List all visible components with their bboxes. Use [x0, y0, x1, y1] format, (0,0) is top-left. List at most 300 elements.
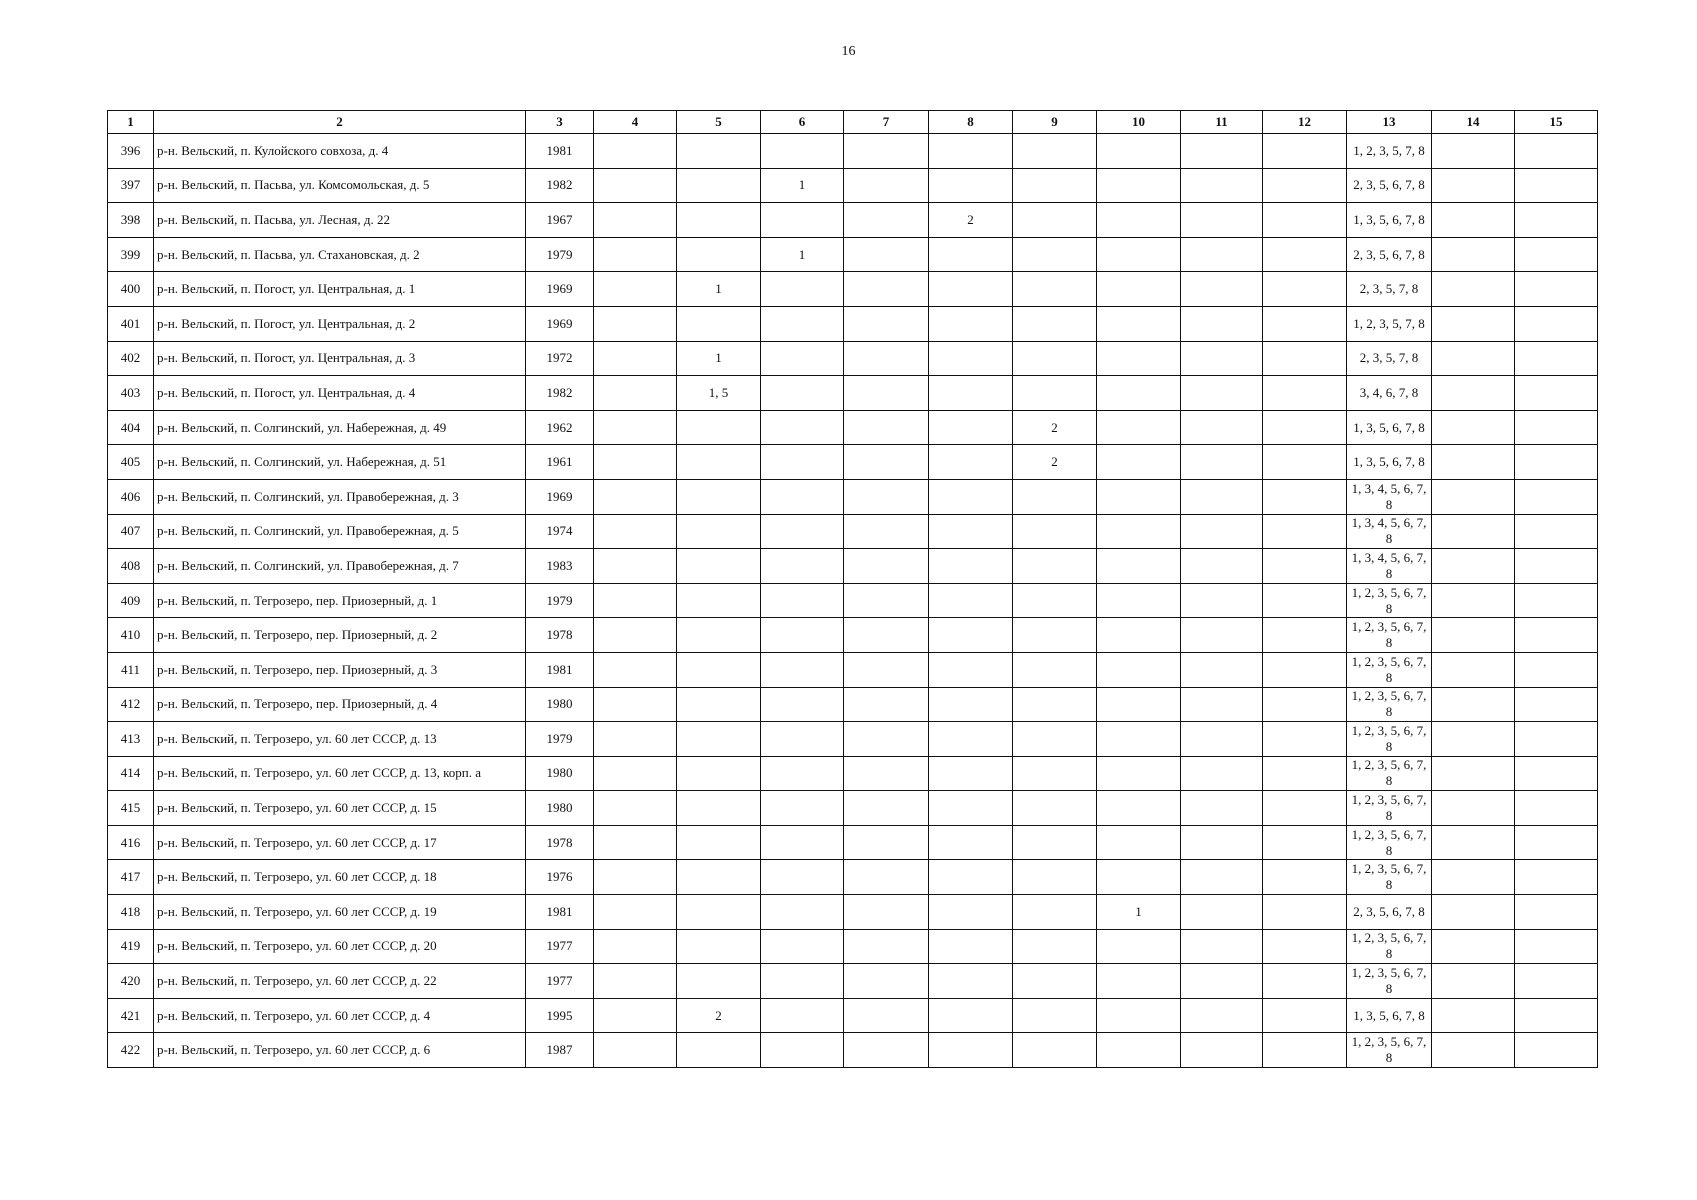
column-header-10: 10	[1097, 111, 1181, 134]
address-cell: р-н. Вельский, п. Тегрозеро, ул. 60 лет СССР, д. 18	[154, 860, 526, 895]
col-9-cell: 2	[1013, 445, 1097, 480]
table-row	[108, 687, 1598, 722]
col-12-cell	[1263, 756, 1347, 791]
col-4-cell	[594, 203, 677, 238]
col-12-cell	[1263, 998, 1347, 1033]
col-14-cell	[1432, 860, 1515, 895]
col-14-cell	[1432, 929, 1515, 964]
col-13-cell: 1, 3, 5, 6, 7, 8	[1347, 203, 1432, 238]
row-number-cell: 404	[108, 410, 154, 445]
col-14-cell	[1432, 479, 1515, 514]
col-6-cell	[761, 1033, 844, 1068]
col-12-cell	[1263, 895, 1347, 930]
col-10-cell	[1097, 549, 1181, 584]
col-13-cell: 1, 2, 3, 5, 6, 7, 8	[1347, 1033, 1432, 1068]
row-number-cell: 405	[108, 445, 154, 480]
col-10-cell	[1097, 445, 1181, 480]
col-7-cell	[844, 687, 929, 722]
col-8-cell	[929, 341, 1013, 376]
col-13-cell: 1, 2, 3, 5, 7, 8	[1347, 306, 1432, 341]
col-7-cell	[844, 791, 929, 826]
col-11-cell	[1181, 237, 1263, 272]
col-8-cell	[929, 514, 1013, 549]
col-11-cell	[1181, 791, 1263, 826]
col-5-cell	[677, 722, 761, 757]
address-cell: р-н. Вельский, п. Пасьва, ул. Лесная, д. 22	[154, 203, 526, 238]
col-8-cell	[929, 410, 1013, 445]
col-11-cell	[1181, 618, 1263, 653]
address-cell: р-н. Вельский, п. Тегрозеро, пер. Приозерный, д. 1	[154, 583, 526, 618]
col-12-cell	[1263, 514, 1347, 549]
col-11-cell	[1181, 583, 1263, 618]
col-11-cell	[1181, 998, 1263, 1033]
table-row	[108, 549, 1598, 584]
col-4-cell	[594, 652, 677, 687]
table-row	[108, 203, 1598, 238]
page-number: 16	[841, 44, 856, 59]
col-14-cell	[1432, 583, 1515, 618]
col-9-cell	[1013, 306, 1097, 341]
col-13-cell: 1, 2, 3, 5, 6, 7, 8	[1347, 964, 1432, 999]
col-11-cell	[1181, 687, 1263, 722]
col-13-cell: 1, 3, 5, 6, 7, 8	[1347, 410, 1432, 445]
col-8-cell	[929, 998, 1013, 1033]
col-15-cell	[1515, 860, 1598, 895]
col-14-cell	[1432, 445, 1515, 480]
col-4-cell	[594, 1033, 677, 1068]
row-number-cell: 421	[108, 998, 154, 1033]
col-4-cell	[594, 479, 677, 514]
address-cell: р-н. Вельский, п. Тегрозеро, ул. 60 лет СССР, д. 13	[154, 722, 526, 757]
year-cell: 1979	[526, 237, 594, 272]
col-15-cell	[1515, 306, 1598, 341]
column-header-6: 6	[761, 111, 844, 134]
col-13-cell: 1, 3, 4, 5, 6, 7, 8	[1347, 479, 1432, 514]
row-number-cell: 406	[108, 479, 154, 514]
col-12-cell	[1263, 272, 1347, 307]
col-10-cell	[1097, 929, 1181, 964]
col-5-cell: 1	[677, 272, 761, 307]
column-header-11: 11	[1181, 111, 1263, 134]
col-12-cell	[1263, 134, 1347, 169]
col-11-cell	[1181, 895, 1263, 930]
col-15-cell	[1515, 445, 1598, 480]
col-9-cell	[1013, 203, 1097, 238]
col-7-cell	[844, 134, 929, 169]
year-cell: 1967	[526, 203, 594, 238]
year-cell: 1961	[526, 445, 594, 480]
col-12-cell	[1263, 237, 1347, 272]
col-8-cell	[929, 272, 1013, 307]
address-cell: р-н. Вельский, п. Тегрозеро, пер. Приозерный, д. 4	[154, 687, 526, 722]
col-15-cell	[1515, 756, 1598, 791]
col-11-cell	[1181, 134, 1263, 169]
col-9-cell: 2	[1013, 410, 1097, 445]
col-11-cell	[1181, 306, 1263, 341]
row-number-cell: 408	[108, 549, 154, 584]
col-6-cell	[761, 998, 844, 1033]
col-10-cell	[1097, 756, 1181, 791]
year-cell: 1981	[526, 895, 594, 930]
col-12-cell	[1263, 929, 1347, 964]
col-13-cell: 3, 4, 6, 7, 8	[1347, 376, 1432, 411]
col-4-cell	[594, 168, 677, 203]
col-10-cell	[1097, 306, 1181, 341]
address-cell: р-н. Вельский, п. Тегрозеро, ул. 60 лет СССР, д. 4	[154, 998, 526, 1033]
row-number-cell: 399	[108, 237, 154, 272]
col-10-cell: 1	[1097, 895, 1181, 930]
col-6-cell	[761, 341, 844, 376]
col-12-cell	[1263, 825, 1347, 860]
address-cell: р-н. Вельский, п. Погост, ул. Центральная, д. 2	[154, 306, 526, 341]
year-cell: 1983	[526, 549, 594, 584]
col-15-cell	[1515, 237, 1598, 272]
col-4-cell	[594, 964, 677, 999]
col-5-cell	[677, 964, 761, 999]
address-cell: р-н. Вельский, п. Погост, ул. Центральная, д. 1	[154, 272, 526, 307]
col-14-cell	[1432, 134, 1515, 169]
col-14-cell	[1432, 791, 1515, 826]
year-cell: 1979	[526, 583, 594, 618]
col-11-cell	[1181, 964, 1263, 999]
table-row	[108, 825, 1598, 860]
col-11-cell	[1181, 203, 1263, 238]
row-number-cell: 413	[108, 722, 154, 757]
col-5-cell	[677, 756, 761, 791]
col-15-cell	[1515, 134, 1598, 169]
col-9-cell	[1013, 376, 1097, 411]
col-12-cell	[1263, 964, 1347, 999]
col-7-cell	[844, 168, 929, 203]
col-6-cell	[761, 722, 844, 757]
col-7-cell	[844, 272, 929, 307]
col-7-cell	[844, 998, 929, 1033]
col-14-cell	[1432, 341, 1515, 376]
col-8-cell	[929, 860, 1013, 895]
col-9-cell	[1013, 825, 1097, 860]
col-9-cell	[1013, 860, 1097, 895]
col-13-cell: 1, 2, 3, 5, 6, 7, 8	[1347, 929, 1432, 964]
col-10-cell	[1097, 1033, 1181, 1068]
table-row	[108, 376, 1598, 411]
address-cell: р-н. Вельский, п. Пасьва, ул. Стахановская, д. 2	[154, 237, 526, 272]
year-cell: 1969	[526, 306, 594, 341]
column-header-15: 15	[1515, 111, 1598, 134]
col-9-cell	[1013, 652, 1097, 687]
col-15-cell	[1515, 376, 1598, 411]
col-13-cell: 2, 3, 5, 7, 8	[1347, 272, 1432, 307]
col-10-cell	[1097, 791, 1181, 826]
address-cell: р-н. Вельский, п. Пасьва, ул. Комсомольская, д. 5	[154, 168, 526, 203]
col-12-cell	[1263, 376, 1347, 411]
table-row	[108, 341, 1598, 376]
col-11-cell	[1181, 860, 1263, 895]
address-cell: р-н. Вельский, п. Тегрозеро, ул. 60 лет СССР, д. 17	[154, 825, 526, 860]
col-14-cell	[1432, 964, 1515, 999]
row-number-cell: 410	[108, 618, 154, 653]
address-cell: р-н. Вельский, п. Тегрозеро, ул. 60 лет СССР, д. 15	[154, 791, 526, 826]
col-10-cell	[1097, 860, 1181, 895]
col-9-cell	[1013, 134, 1097, 169]
col-7-cell	[844, 549, 929, 584]
table-row	[108, 618, 1598, 653]
col-6-cell	[761, 306, 844, 341]
col-8-cell	[929, 479, 1013, 514]
col-15-cell	[1515, 1033, 1598, 1068]
col-11-cell	[1181, 514, 1263, 549]
col-5-cell: 1, 5	[677, 376, 761, 411]
col-10-cell	[1097, 722, 1181, 757]
col-6-cell	[761, 479, 844, 514]
col-4-cell	[594, 687, 677, 722]
col-13-cell: 1, 2, 3, 5, 6, 7, 8	[1347, 618, 1432, 653]
col-10-cell	[1097, 583, 1181, 618]
col-10-cell	[1097, 134, 1181, 169]
col-14-cell	[1432, 722, 1515, 757]
col-6-cell	[761, 791, 844, 826]
column-header-8: 8	[929, 111, 1013, 134]
col-9-cell	[1013, 756, 1097, 791]
table-row	[108, 998, 1598, 1033]
address-cell: р-н. Вельский, п. Тегрозеро, пер. Приозерный, д. 2	[154, 618, 526, 653]
col-14-cell	[1432, 1033, 1515, 1068]
col-8-cell	[929, 652, 1013, 687]
address-cell: р-н. Вельский, п. Солгинский, ул. Правобережная, д. 5	[154, 514, 526, 549]
register-table	[107, 110, 1598, 1068]
address-cell: р-н. Вельский, п. Тегрозеро, пер. Приозерный, д. 3	[154, 652, 526, 687]
col-12-cell	[1263, 618, 1347, 653]
column-header-9: 9	[1013, 111, 1097, 134]
col-15-cell	[1515, 929, 1598, 964]
year-cell: 1972	[526, 341, 594, 376]
col-9-cell	[1013, 895, 1097, 930]
year-cell: 1977	[526, 964, 594, 999]
col-9-cell	[1013, 583, 1097, 618]
col-13-cell: 1, 2, 3, 5, 6, 7, 8	[1347, 652, 1432, 687]
col-6-cell	[761, 549, 844, 584]
col-8-cell	[929, 237, 1013, 272]
col-6-cell	[761, 272, 844, 307]
col-12-cell	[1263, 687, 1347, 722]
col-8-cell	[929, 583, 1013, 618]
col-13-cell: 1, 2, 3, 5, 6, 7, 8	[1347, 756, 1432, 791]
row-number-cell: 411	[108, 652, 154, 687]
col-6-cell	[761, 652, 844, 687]
col-10-cell	[1097, 479, 1181, 514]
address-cell: р-н. Вельский, п. Тегрозеро, ул. 60 лет СССР, д. 19	[154, 895, 526, 930]
col-14-cell	[1432, 203, 1515, 238]
table-row	[108, 860, 1598, 895]
col-14-cell	[1432, 618, 1515, 653]
col-6-cell	[761, 929, 844, 964]
year-cell: 1980	[526, 687, 594, 722]
row-number-cell: 409	[108, 583, 154, 618]
col-15-cell	[1515, 895, 1598, 930]
column-header-3: 3	[526, 111, 594, 134]
year-cell: 1979	[526, 722, 594, 757]
col-8-cell	[929, 134, 1013, 169]
col-8-cell	[929, 549, 1013, 584]
col-11-cell	[1181, 652, 1263, 687]
col-14-cell	[1432, 549, 1515, 584]
col-4-cell	[594, 445, 677, 480]
col-11-cell	[1181, 549, 1263, 584]
table-row	[108, 410, 1598, 445]
col-7-cell	[844, 237, 929, 272]
col-7-cell	[844, 341, 929, 376]
col-4-cell	[594, 895, 677, 930]
col-5-cell	[677, 514, 761, 549]
col-6-cell: 1	[761, 168, 844, 203]
col-5-cell	[677, 203, 761, 238]
col-6-cell	[761, 203, 844, 238]
col-6-cell	[761, 410, 844, 445]
col-7-cell	[844, 929, 929, 964]
table-row	[108, 272, 1598, 307]
col-4-cell	[594, 237, 677, 272]
col-15-cell	[1515, 618, 1598, 653]
col-9-cell	[1013, 168, 1097, 203]
col-5-cell	[677, 306, 761, 341]
col-4-cell	[594, 860, 677, 895]
col-12-cell	[1263, 445, 1347, 480]
col-10-cell	[1097, 618, 1181, 653]
col-7-cell	[844, 583, 929, 618]
table-row	[108, 1033, 1598, 1068]
table-row	[108, 445, 1598, 480]
col-11-cell	[1181, 479, 1263, 514]
column-header-4: 4	[594, 111, 677, 134]
col-13-cell: 2, 3, 5, 6, 7, 8	[1347, 895, 1432, 930]
col-9-cell	[1013, 929, 1097, 964]
col-15-cell	[1515, 722, 1598, 757]
col-13-cell: 1, 3, 5, 6, 7, 8	[1347, 445, 1432, 480]
col-8-cell	[929, 687, 1013, 722]
col-11-cell	[1181, 410, 1263, 445]
year-cell: 1976	[526, 860, 594, 895]
col-6-cell	[761, 376, 844, 411]
col-11-cell	[1181, 445, 1263, 480]
col-14-cell	[1432, 514, 1515, 549]
row-number-cell: 419	[108, 929, 154, 964]
col-9-cell	[1013, 514, 1097, 549]
col-12-cell	[1263, 168, 1347, 203]
col-10-cell	[1097, 376, 1181, 411]
col-12-cell	[1263, 652, 1347, 687]
col-15-cell	[1515, 341, 1598, 376]
year-cell: 1982	[526, 376, 594, 411]
col-13-cell: 1, 3, 4, 5, 6, 7, 8	[1347, 514, 1432, 549]
col-10-cell	[1097, 687, 1181, 722]
col-12-cell	[1263, 341, 1347, 376]
col-11-cell	[1181, 168, 1263, 203]
col-8-cell	[929, 929, 1013, 964]
col-12-cell	[1263, 860, 1347, 895]
row-number-cell: 401	[108, 306, 154, 341]
col-12-cell	[1263, 203, 1347, 238]
address-cell: р-н. Вельский, п. Погост, ул. Центральная, д. 3	[154, 341, 526, 376]
col-11-cell	[1181, 756, 1263, 791]
col-15-cell	[1515, 479, 1598, 514]
column-header-7: 7	[844, 111, 929, 134]
col-14-cell	[1432, 237, 1515, 272]
col-10-cell	[1097, 964, 1181, 999]
col-5-cell	[677, 825, 761, 860]
col-12-cell	[1263, 791, 1347, 826]
col-7-cell	[844, 825, 929, 860]
col-4-cell	[594, 341, 677, 376]
col-5-cell	[677, 895, 761, 930]
col-10-cell	[1097, 272, 1181, 307]
col-12-cell	[1263, 583, 1347, 618]
col-15-cell	[1515, 410, 1598, 445]
col-13-cell: 1, 2, 3, 5, 7, 8	[1347, 134, 1432, 169]
column-header-12: 12	[1263, 111, 1347, 134]
col-6-cell	[761, 756, 844, 791]
table-row	[108, 479, 1598, 514]
year-cell: 1995	[526, 998, 594, 1033]
col-7-cell	[844, 306, 929, 341]
col-5-cell	[677, 237, 761, 272]
year-cell: 1978	[526, 825, 594, 860]
col-8-cell	[929, 895, 1013, 930]
col-15-cell	[1515, 203, 1598, 238]
col-15-cell	[1515, 168, 1598, 203]
column-header-2: 2	[154, 111, 526, 134]
year-cell: 1982	[526, 168, 594, 203]
col-13-cell: 2, 3, 5, 7, 8	[1347, 341, 1432, 376]
col-14-cell	[1432, 998, 1515, 1033]
row-number-cell: 407	[108, 514, 154, 549]
col-7-cell	[844, 652, 929, 687]
col-4-cell	[594, 410, 677, 445]
year-cell: 1987	[526, 1033, 594, 1068]
col-8-cell	[929, 306, 1013, 341]
col-12-cell	[1263, 306, 1347, 341]
col-5-cell	[677, 410, 761, 445]
col-5-cell	[677, 791, 761, 826]
col-11-cell	[1181, 272, 1263, 307]
col-13-cell: 1, 2, 3, 5, 6, 7, 8	[1347, 825, 1432, 860]
table-row	[108, 514, 1598, 549]
address-cell: р-н. Вельский, п. Солгинский, ул. Правобережная, д. 7	[154, 549, 526, 584]
col-11-cell	[1181, 1033, 1263, 1068]
row-number-cell: 414	[108, 756, 154, 791]
col-8-cell	[929, 618, 1013, 653]
col-15-cell	[1515, 272, 1598, 307]
year-cell: 1974	[526, 514, 594, 549]
col-13-cell: 1, 3, 4, 5, 6, 7, 8	[1347, 549, 1432, 584]
col-10-cell	[1097, 237, 1181, 272]
col-15-cell	[1515, 791, 1598, 826]
table-row	[108, 756, 1598, 791]
col-14-cell	[1432, 376, 1515, 411]
col-9-cell	[1013, 237, 1097, 272]
col-9-cell	[1013, 964, 1097, 999]
address-cell: р-н. Вельский, п. Тегрозеро, ул. 60 лет СССР, д. 22	[154, 964, 526, 999]
col-6-cell	[761, 134, 844, 169]
col-4-cell	[594, 583, 677, 618]
address-cell: р-н. Вельский, п. Кулойского совхоза, д. 4	[154, 134, 526, 169]
table-row	[108, 134, 1598, 169]
col-6-cell: 1	[761, 237, 844, 272]
col-15-cell	[1515, 583, 1598, 618]
col-13-cell: 1, 2, 3, 5, 6, 7, 8	[1347, 860, 1432, 895]
year-cell: 1977	[526, 929, 594, 964]
year-cell: 1962	[526, 410, 594, 445]
table-row	[108, 306, 1598, 341]
column-header-1: 1	[108, 111, 154, 134]
